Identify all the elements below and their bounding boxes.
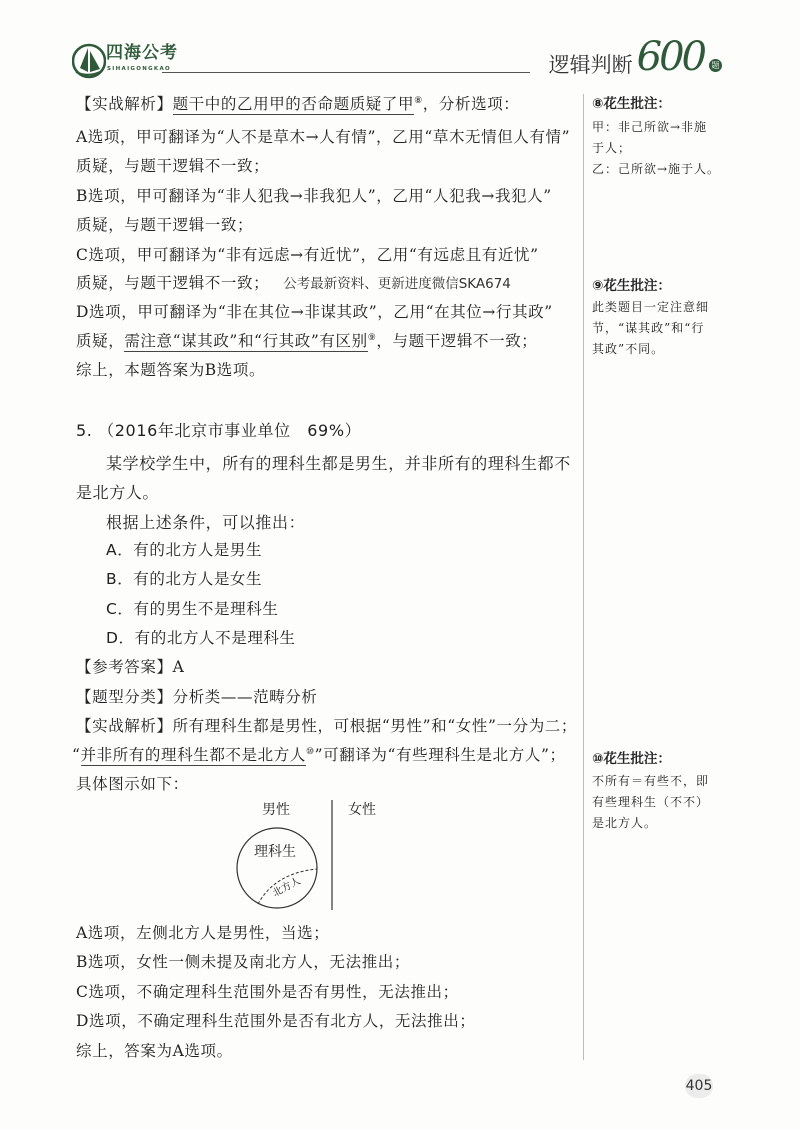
option-b: B．有的北方人是女生 xyxy=(106,570,263,588)
watermark-text: 公考最新资料、更新进度微信SKA674 xyxy=(283,276,511,292)
note-line: 于人； xyxy=(592,141,632,155)
option-c-analysis-cont xyxy=(76,273,511,294)
analysis-line xyxy=(76,716,577,736)
note-10-title: ⑩花生批注： xyxy=(592,751,671,767)
option-b-analysis: B选项，甲可翻译为“非人犯我→非我犯人”，乙用“人犯我→我犯人” xyxy=(76,187,552,205)
option-c-analysis: C选项，甲可翻译为“非有远虑→有近忧”，乙用“有远虑且有近忧” xyxy=(76,246,539,264)
analysis-label: 【实战解析】 xyxy=(76,717,173,735)
header-rule xyxy=(162,72,530,73)
brand-name: 四海公考 xyxy=(106,43,178,63)
explain-b: B选项，女性一侧未提及南北方人，无法推出； xyxy=(76,953,410,971)
explain-c: C选项，不确定理科生范围外是否有男性，无法推出； xyxy=(76,983,459,1001)
answer-value: A xyxy=(172,658,185,676)
label-northern: 北方人 xyxy=(270,875,303,900)
option-b-analysis-cont: 质疑，与题干逻辑一致； xyxy=(76,216,254,234)
option-a-analysis-cont: 质疑，与题干逻辑不一致； xyxy=(76,157,270,175)
underlined-text: 并非所有的理科生都不是北方人 xyxy=(80,746,306,764)
text: ，与题干逻辑不一致； xyxy=(376,332,538,350)
reference-answer xyxy=(76,657,184,677)
book-title-row xyxy=(549,34,722,78)
sail-logo-icon xyxy=(72,42,106,80)
note-ref: ⑩ xyxy=(305,746,315,757)
answer-label: 【参考答案】 xyxy=(76,658,173,676)
question-prompt: 根据上述条件，可以推出： xyxy=(106,513,306,532)
conclusion: 综上，本题答案为B选项。 xyxy=(76,361,266,379)
note-10-body xyxy=(592,771,709,834)
question-header xyxy=(76,421,361,441)
explain-d: D选项，不确定理科生范围外是否有北方人，无法推出； xyxy=(76,1012,476,1030)
note-ref: ⑨ xyxy=(367,332,377,343)
brand-pinyin: SIHAIGONGKAO xyxy=(107,66,172,72)
note-line: 有些理科生（不不） xyxy=(592,795,710,809)
text: “ xyxy=(72,746,81,764)
label-science: 理科生 xyxy=(254,844,296,860)
book-suffix-badge: 题 xyxy=(709,59,722,72)
note-ref: ⑧ xyxy=(414,95,423,106)
page-number: 405 xyxy=(685,1074,713,1098)
note-8-body xyxy=(592,117,720,180)
underlined-text: 需注意“谋其政”和“行其政”有区别 xyxy=(124,332,368,350)
note-line: 此类题目一定注意细 xyxy=(592,300,710,314)
question-source: （2016年北京市事业单位 69%） xyxy=(98,421,362,440)
type-value: 分析类——范畴分析 xyxy=(172,688,318,706)
margin-divider xyxy=(583,94,584,1060)
label-female: 女性 xyxy=(348,802,376,818)
option-c: C．有的男生不是理科生 xyxy=(106,600,279,618)
note-line: 是北方人。 xyxy=(592,816,658,830)
book-title: 逻辑判断 xyxy=(548,53,633,77)
note-line: 甲：非己所欲→非施 xyxy=(592,120,708,134)
option-d-analysis: D选项，甲可翻译为“非在其位→非谋其政”，乙用“在其位→行其政” xyxy=(76,303,553,321)
underlined-text: 题干中的乙用甲的否命题质疑了甲 xyxy=(172,95,415,113)
text: 所有理科生都是男性，可根据“男性”和“女性”一分为二； xyxy=(172,717,578,735)
note-line: 其政”不同。 xyxy=(592,342,665,356)
question-stem: 某学校学生中，所有的理科生都是男生，并非所有的理科生都不 xyxy=(106,454,571,473)
text: ”可翻译为“有些理科生是北方人”； xyxy=(314,746,566,764)
note-line: 节，“谋其政”和“行 xyxy=(592,321,705,335)
text: ，分析选项： xyxy=(422,95,520,113)
option-a: A．有的北方人是男生 xyxy=(106,541,263,559)
analysis-line-3: 具体图示如下： xyxy=(76,775,189,793)
question-number: 5. xyxy=(76,421,93,440)
option-a-analysis: A选项，甲可翻译为“人不是草木→人有情”，乙用“草木无情但人有情” xyxy=(76,128,571,146)
question-type xyxy=(76,687,318,707)
question-stem-cont: 是北方人。 xyxy=(76,483,160,502)
analysis-line xyxy=(76,94,519,114)
note-line: 不所有＝有些不，即 xyxy=(592,774,710,788)
note-line: 乙：己所欲→施于人。 xyxy=(592,162,721,176)
analysis-label: 【实战解析】 xyxy=(76,95,173,113)
label-male: 男性 xyxy=(262,802,290,818)
text: 质疑， xyxy=(76,332,125,350)
note-9-title: ⑨花生批注： xyxy=(592,278,671,294)
note-8-title: ⑧花生批注： xyxy=(592,96,671,112)
explain-conclusion: 综上，答案为A选项。 xyxy=(76,1042,233,1060)
option-d-analysis-cont xyxy=(76,331,537,351)
text: 质疑，与题干逻辑不一致； xyxy=(76,274,270,292)
analysis-line-2 xyxy=(72,745,566,765)
book-number: 600 xyxy=(636,34,704,80)
note-9-body xyxy=(592,297,709,360)
type-label: 【题型分类】 xyxy=(76,688,173,706)
option-d: D．有的北方人不是理科生 xyxy=(106,629,296,647)
explain-a: A选项，左侧北方人是男性，当选； xyxy=(76,924,330,942)
